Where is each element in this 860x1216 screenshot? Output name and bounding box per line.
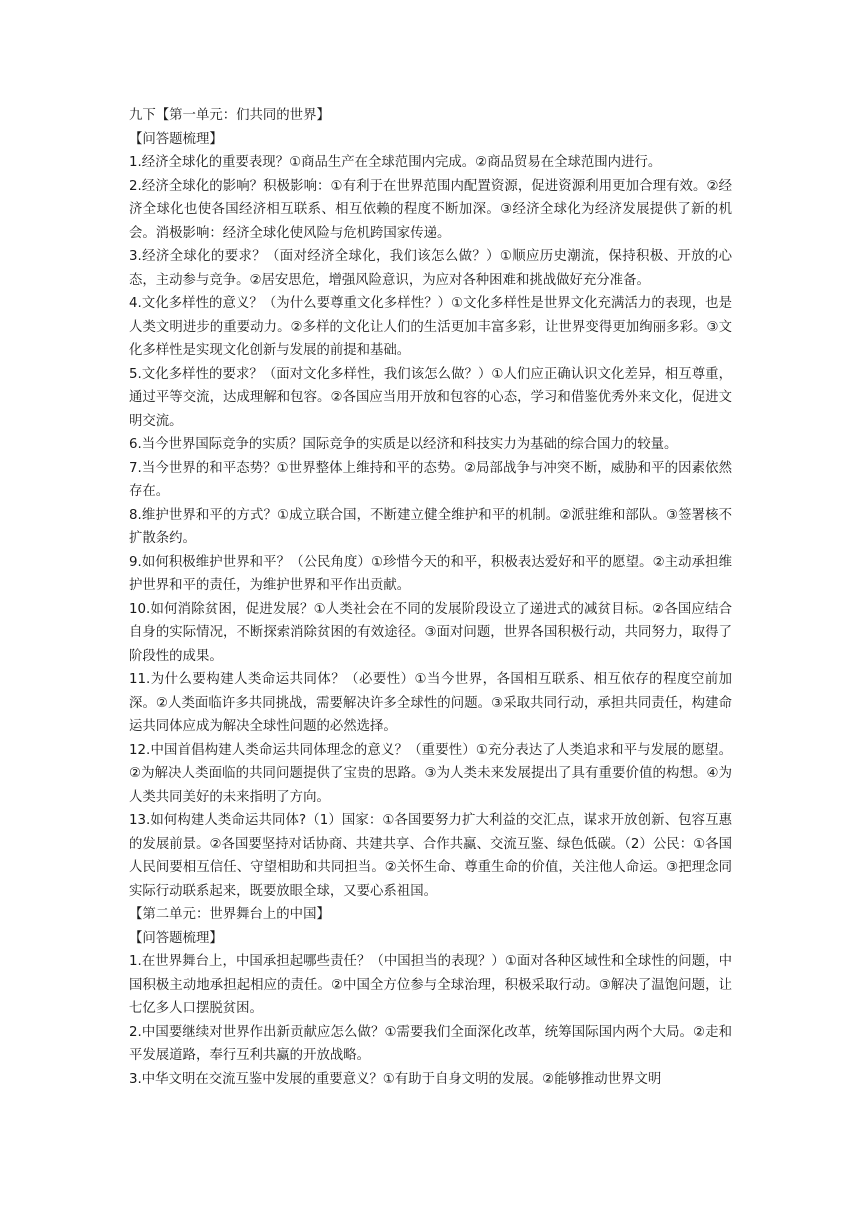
question-item: 2.经济全球化的影响？积极影响：①有利于在世界范围内配置资源，促进资源利用更加合理有效。②经济全球化也使各国经济相互联系、相互依赖的程度不断加深。③经济全球化为经济发展提供了新的机会。消极影响：经济全球化使风险与危机跨国家传递。 [129, 178, 732, 241]
unit-title: 九下【第一单元：们共同的世界】 [129, 108, 330, 123]
question-item: 9.如何积极维护世界和平？（公民角度）①珍惜今天的和平，积极表达爱好和平的愿望。②主动承担维护世界和平的责任，为维护世界和平作出贡献。 [129, 554, 732, 593]
question-item: 3.经济全球化的要求？（面对经济全球化，我们该怎么做？）①顺应历史潮流，保持积极、开放的心态，主动参与竞争。②居安思危，增强风险意识，为应对各种困难和挑战做好充分准备。 [129, 249, 732, 288]
question-item: 7.当今世界的和平态势？①世界整体上维持和平的态势。②局部战争与冲突不断，威胁和平的因素依然存在。 [129, 460, 732, 499]
question-item: 10.如何消除贫困，促进发展？①人类社会在不同的发展阶段设立了递进式的减贫目标。②各国应结合自身的实际情况，不断探索消除贫困的有效途径。③面对问题，世界各国积极行动，共同努力，取得了阶段性的成果。 [129, 601, 732, 664]
question-item: 12.中国首倡构建人类命运共同体理念的意义？（重要性）①充分表达了人类追求和平与发展的愿望。②为解决人类面临的共同问题提供了宝贵的思路。③为人类未来发展提出了具有重要价值的构想。④为人类共同美好的未来指明了方向。 [129, 742, 732, 805]
question-item: 4.文化多样性的意义？（为什么要尊重文化多样性？）①文化多样性是世界文化充满活力的表现，也是人类文明进步的重要动力。②多样的文化让人们的生活更加丰富多彩，让世界变得更加绚丽多彩。③文化多样性是实现文化创新与发展的前提和基础。 [129, 296, 732, 358]
unit-title: 【第二单元：世界舞台上的中国】 [129, 907, 330, 922]
question-item: 8.维护世界和平的方式？①成立联合国，不断建立健全维护和平的机制。②派驻维和部队。③签署核不扩散条约。 [129, 507, 732, 546]
section-heading: 【问答题梳理】 [129, 131, 223, 147]
question-item: 1.在世界舞台上，中国承担起哪些责任？（中国担当的表现？）①面对各种区域性和全球性的问题，中国积极主动地承担起相应的责任。②中国全方位参与全球治理，积极采取行动。③解决了温饱问题，让七亿多人口摆脱贫困。 [129, 954, 732, 1016]
question-item: 1.经济全球化的重要表现？①商品生产在全球范围内完成。②商品贸易在全球范围内进行。 [129, 155, 662, 170]
question-item: 3.中华文明在交流互鉴中发展的重要意义？①有助于自身文明的发展。②能够推动世界文明 [129, 1071, 662, 1087]
question-item: 6.当今世界国际竞争的实质？国际竞争的实质是以经济和科技实力为基础的综合国力的较量。 [129, 437, 678, 452]
question-item: 11.为什么要构建人类命运共同体？（必要性）①当今世界，各国相互联系、相互依存的程度空前加深。②人类面临许多共同挑战，需要解决许多全球性的问题。③采取共同行动，承担共同责任，构建命运共同体应成为解决全球性问题的必然选择。 [129, 672, 732, 734]
question-item: 2.中国要继续对世界作出新贡献应怎么做？①需要我们全面深化改革，统筹国际国内两个大局。②走和平发展道路，奉行互利共赢的开放战略。 [129, 1024, 732, 1063]
question-item: 5.文化多样性的要求？（面对文化多样性，我们该怎么做？）①人们应正确认识文化差异，相互尊重，通过平等交流，达成理解和包容。②各国应当用开放和包容的心态，学习和借鉴优秀外来文化，促进文明交流。 [129, 366, 732, 429]
question-item: 13.如何构建人类命运共同体?（1）国家：①各国要努力扩大利益的交汇点，谋求开放创新、包容互惠的发展前景。②各国要坚持对话协商、共建共享、合作共赢、交流互鉴、绿色低碳。（2）公民：①各国人民间要相互信任、守望相助和共同担当。②关怀生命、尊重生命的价值，关注他人命运。③把理念同实际行动联系起来，既要放眼全球，又要心系祖国。 [129, 813, 732, 899]
document-page [129, 104, 732, 1091]
section-heading: 【问答题梳理】 [129, 930, 223, 946]
